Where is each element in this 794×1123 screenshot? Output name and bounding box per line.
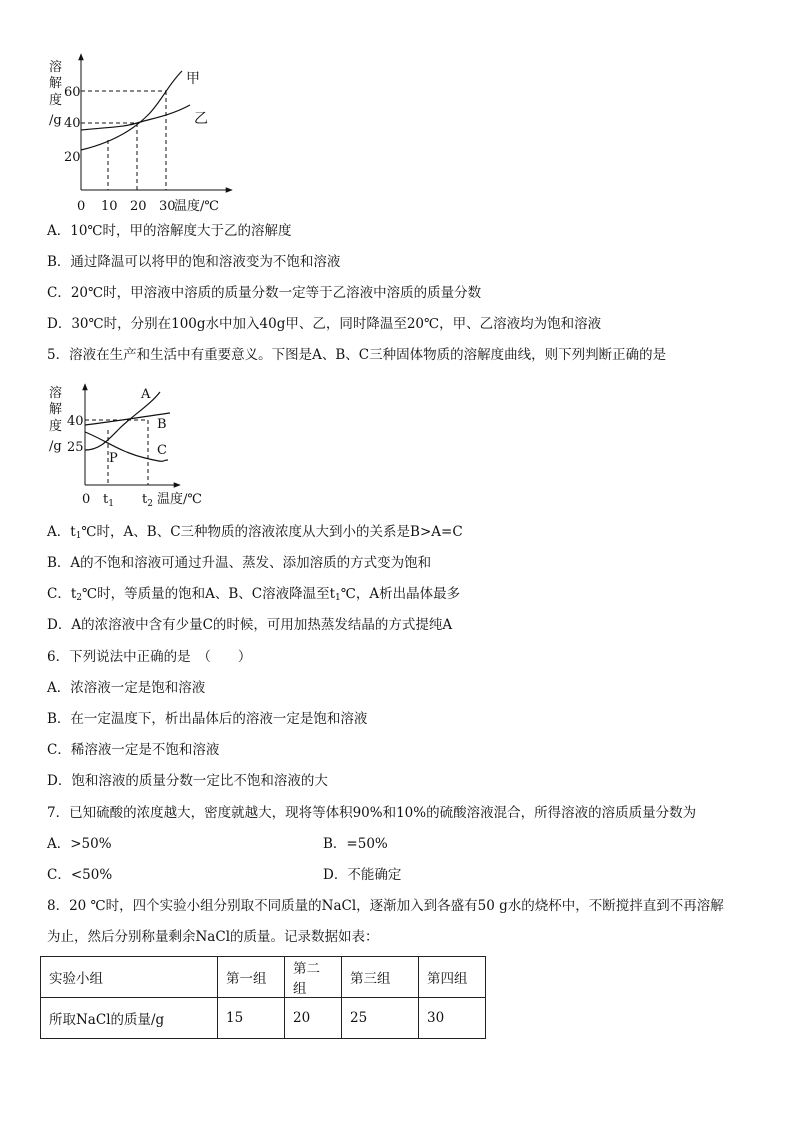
q5-option-b: B．A的不饱和溶液可通过升温、蒸发、添加溶质的方式变为饱和 [47, 555, 432, 571]
x-tick-label: 0 [82, 492, 91, 507]
y-tick-label: 60 [64, 85, 81, 100]
q6-option-a: A．浓溶液一定是饱和溶液 [47, 680, 206, 696]
q4-option-a: A．10℃时，甲的溶解度大于乙的溶解度 [47, 223, 292, 239]
y-axis-title-char: 度 [49, 93, 63, 108]
series-label-c: C [157, 443, 167, 458]
table-cell: 25 [342, 998, 419, 1039]
q7-option-c: C．<50% [47, 867, 113, 883]
y-axis-title-char: 溶 [49, 386, 63, 401]
table-cell: 第四组 [419, 957, 486, 998]
q6-option-b: B．在一定温度下，析出晶体后的溶液一定是饱和溶液 [47, 711, 368, 727]
q5-option-c: C．$t_2℃$时，等质量的饱和A、B、C溶液降温至$t_1℃$，A析出晶体最多 [47, 586, 461, 603]
y-axis-title-char: 解 [49, 76, 63, 91]
q6-option-d: D．饱和溶液的质量分数一定比不饱和溶液的大 [47, 773, 328, 789]
y-tick-label: 40 [64, 116, 81, 131]
table-cell: 所取NaCl的质量/g [41, 998, 218, 1039]
q4-option-b: B．通过降温可以将甲的饱和溶液变为不饱和溶液 [47, 254, 341, 270]
x-tick-label: 30 [159, 199, 176, 214]
q7-stem: 7．已知硫酸的浓度越大，密度就越大，现将等体积90%和10%的硫酸溶液混合，所得溶液的溶质质量分数为 [47, 805, 697, 821]
curve-jia [81, 71, 182, 150]
q8-stem-line-1: 8．20 ℃时，四个实验小组分别取不同质量的NaCl，逐渐加入到各盛有50 g水的烧杯中，不断搅拌直到不再溶解 [47, 898, 724, 914]
table-header-row [41, 957, 486, 998]
q6-stem: 6．下列说法中正确的是 （ ） [47, 649, 252, 665]
series-label-yi: 乙 [194, 111, 208, 127]
x-tick-label: 0 [77, 199, 86, 214]
table-cell: 15 [218, 998, 285, 1039]
data-table [40, 956, 486, 1039]
x-tick-label-t2: $t_2$ [142, 492, 153, 509]
q6-option-c: C．稀溶液一定是不饱和溶液 [47, 742, 220, 758]
q5-stem: 5．溶液在生产和生活中有重要意义。下图是A、B、C三种固体物质的溶解度曲线，则下列判断正确的是 [47, 347, 667, 363]
table-cell: 第三组 [342, 957, 419, 998]
q4-option-c: C．20℃时，甲溶液中溶质的质量分数一定等于乙溶液中溶质的质量分数 [47, 285, 482, 301]
intersection-label-p: P [109, 451, 118, 466]
y-tick-label: 40 [67, 414, 84, 429]
q7-option-a: A．>50% [47, 836, 112, 852]
solubility-chart-1 [40, 50, 260, 220]
table-cell: 20 [285, 998, 342, 1039]
y-axis-title-char: 度 [49, 419, 63, 434]
q4-option-d: D．30℃时，分别在100g水中加入40g甲、乙，同时降温至20℃，甲、乙溶液均为饱和溶液 [47, 316, 602, 332]
y-axis-title-char: 解 [49, 402, 63, 417]
y-tick-label: 20 [64, 150, 81, 165]
table-cell: 第一组 [218, 957, 285, 998]
solubility-chart-2 [40, 380, 220, 510]
table-cell: 30 [419, 998, 486, 1039]
y-axis-title-char: /g [49, 113, 62, 128]
x-axis-title: 温度/℃ [157, 492, 202, 507]
x-axis-title: 温度/℃ [174, 199, 219, 214]
series-label-b: B [157, 417, 167, 432]
table-row [41, 998, 486, 1039]
x-tick-label-t1: $t_1$ [103, 492, 114, 509]
series-label-a: A [141, 387, 151, 402]
series-label-jia: 甲 [186, 71, 200, 87]
y-tick-label: 25 [67, 440, 84, 455]
q7-option-d: D．不能确定 [323, 867, 402, 883]
q7-option-b: B．=50% [323, 836, 388, 852]
table-cell: 实验小组 [41, 957, 218, 998]
q5-option-d: D．A的浓溶液中含有少量C的时候，可用加热蒸发结晶的方式提纯A [47, 617, 453, 633]
q5-option-a: A．$t_1℃$时，A、B、C三种物质的溶液浓度从大到小的关系是B>A=C [47, 524, 463, 541]
q8-stem-line-2: 为止，然后分别称量剩余NaCl的质量。记录数据如表： [47, 929, 379, 945]
x-tick-label: 20 [130, 199, 147, 214]
x-tick-label: 10 [101, 199, 118, 214]
table-cell: 第二组 [285, 957, 342, 998]
y-axis-title-char: 溶 [49, 60, 63, 75]
y-axis-title-char: /g [49, 439, 62, 454]
